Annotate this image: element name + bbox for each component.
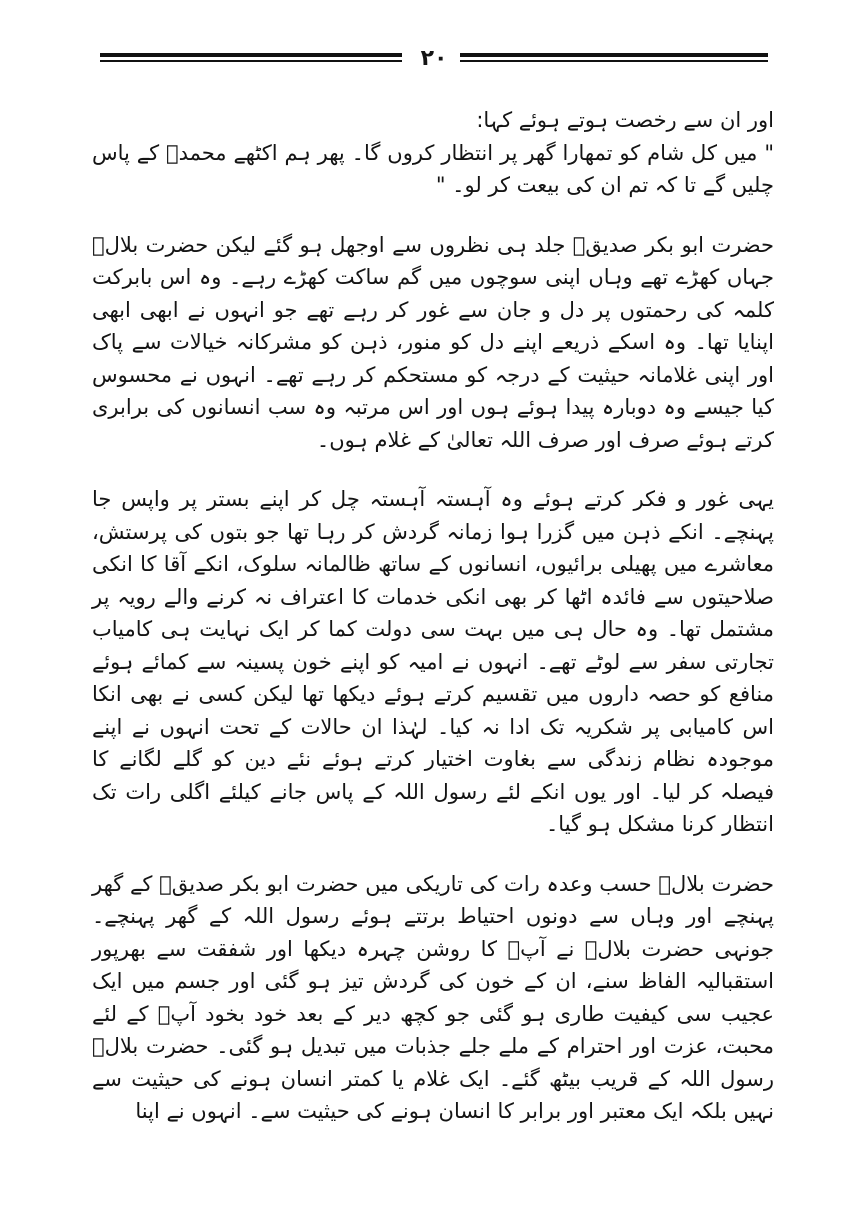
paragraph-quote: " میں کل شام کو تمھارا گھر پر انتظار کروں گا۔ پھر ہم اکٹھے محمدؐ کے پاس چلیں گے تا کہ تم ان کی بیعت کر لو۔ " [92,140,774,197]
header-rule-left [100,53,402,65]
paragraph: حضرت ابو بکر صدیقؓ جلد ہی نظروں سے اوجھل ہو گئے لیکن حضرت بلالؓ جہاں کھڑے تھے وہاں اپنی سوچوں میں گم ساکت کھڑے رہے۔ وہ اس بابرکت کلمہ کی رحمتوں پر دل و جان سے غور کر رہے تھے جو انہوں نے ابھی ابھی اپنایا تھا۔ وہ اسکے ذریعے اپنے دل کو منور، ذہن کو مشرکانہ خیالات سے پاک اور اپنی غلامانہ حیثیت کے درجہ کو مستحکم کر رہے تھے۔ انہوں نے محسوس کیا جیسے وہ دوبارہ پیدا ہوئے ہوں اور اس مرتبہ وہ سب انسانوں کی برابری کرتے ہوئے صرف اور صرف اللہ تعالیٰ کے غلام ہوں۔ [92,232,774,452]
header-rule-right [460,53,768,65]
paragraph-intro: اور ان سے رخصت ہوتے ہوئے کہا: [476,108,774,132]
paragraph: حضرت بلالؓ حسب وعدہ رات کی تاریکی میں حضرت ابو بکر صدیقؓ کے گھر پہنچے اور وہاں سے دونوں احتیاط برتتے ہوئے رسول اللہ کے گھر پہنچے۔ جونہی حضرت بلالؓ نے آپؐ کا روشن چہرہ دیکھا اور شفقت سے بھرپور استقبالیہ الفاظ سنے، ان کے خون کی گردش تیز ہو گئی اور جسم میں ایک عجیب سی کیفیت طاری ہو گئی جو کچھ دیر کے بعد خود بخود آپؐ کے لئے محبت، عزت اور احترام کے ملے جلے جذبات میں تبدیل ہو گئی۔ حضرت بلالؓ رسول اللہ کے قریب بیٹھ گئے۔ ایک غلام یا کمتر انسان ہونے کی حیثیت سے نہیں بلکہ ایک معتبر اور برابر کا انسان ہونے کی حیثیت سے۔ انہوں نے اپنا [92,871,774,1123]
page-number: ۲۰ [420,46,448,71]
page-body [92,104,774,1155]
paragraph: یہی غور و فکر کرتے ہوئے وہ آہستہ آہستہ چل کر اپنے بستر پر واپس جا پہنچے۔ انکے ذہن میں گزرا ہوا زمانہ گردش کر رہا تھا جو بتوں کی پرستش، معاشرے میں پھیلی برائیوں، انسانوں کے ساتھ ظالمانہ سلوک، انکے آقا کا انکی صلاحیتوں سے فائدہ اٹھا کر بھی انکی خدمات کا اعتراف نہ کرنے والے رویہ پر مشتمل تھا۔ وہ حال ہی میں بہت سی دولت کما کر ایک نہایت ہی کامیاب تجارتی سفر سے لوٹے تھے۔ انہوں نے امیہ کو اپنے خون پسینہ سے کمائے ہوئے منافع کو حصہ داروں میں تقسیم کرتے ہوئے دیکھا تھا لیکن کسی نے بھی انکا اس کامیابی پر شکریہ تک ادا نہ کیا۔ لہٰذا ان حالات کے تحت انہوں نے اپنے موجودہ نظام زندگی سے بغاوت اختیار کرتے ہوئے نئے دین کو گلے لگانے کا فیصلہ کر لیا۔ اور یوں انکے لئے رسول اللہ کے پاس جانے کیلئے اگلی رات تک انتظار کرنا مشکل ہو گیا۔ [92,487,774,836]
page-header [100,48,768,72]
